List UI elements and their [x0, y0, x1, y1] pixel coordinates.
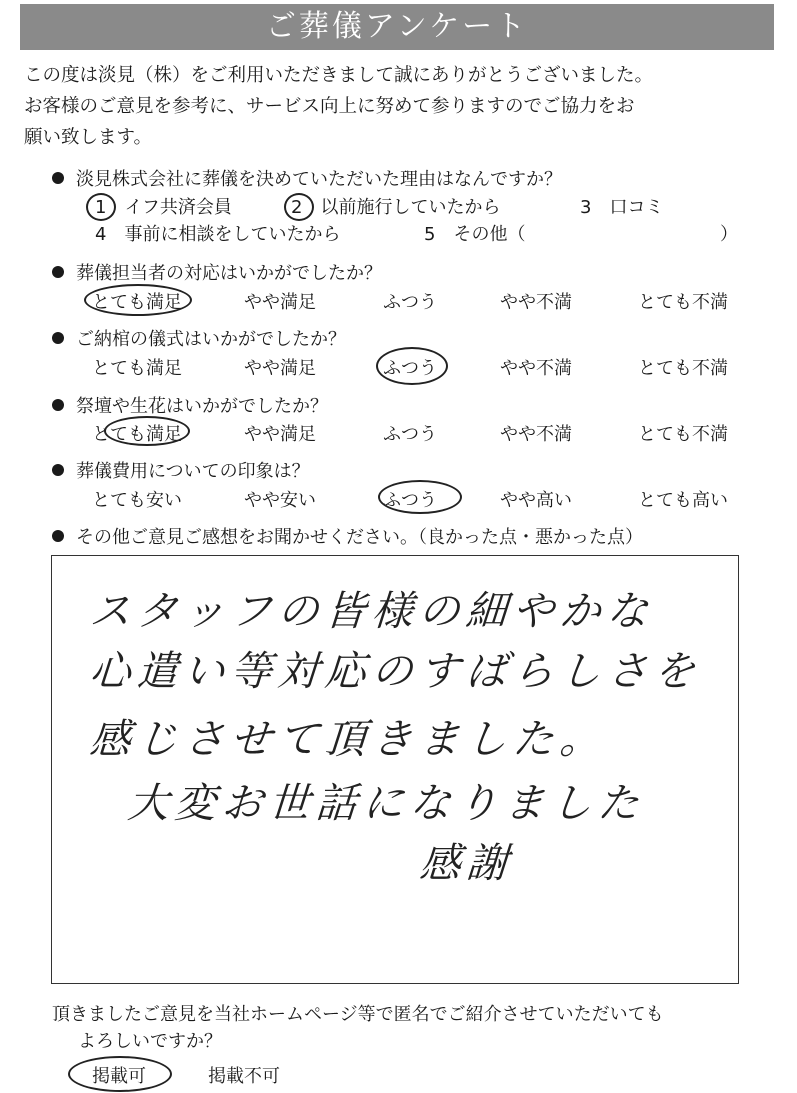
question-text: ご納棺の儀式はいかがでしたか？ [76, 329, 346, 350]
handwritten-line: 心遣い等対応のすばらしさを [88, 647, 703, 695]
question-cost [52, 457, 310, 483]
question-reason [52, 165, 562, 191]
question-text: 祭壇や生花はいかがでしたか？ [76, 396, 328, 417]
question-text: その他ご意見ご感想をお聞かせください。（良かった点・悪かった点） [76, 527, 643, 548]
question-comments [52, 523, 643, 549]
question-text: 頂きましたご意見を当社ホームページ等で匿名でご紹介させていただいても [52, 1004, 664, 1025]
handwritten-line: 大変お世話になりました [126, 779, 647, 827]
option-very-expensive[interactable]: とても高い [638, 490, 728, 511]
option-dissatisfied[interactable]: やや不満 [500, 358, 572, 379]
intro-text [24, 60, 774, 153]
option-other-close: ） [720, 224, 738, 245]
option-very-cheap[interactable]: とても安い [92, 490, 182, 511]
option-cheap[interactable]: やや安い [244, 490, 316, 511]
question-encoffining [52, 325, 346, 351]
selection-circle [68, 1056, 172, 1092]
option-satisfied[interactable]: やや満足 [244, 424, 316, 445]
handwritten-line: スタッフの皆様の細やかな [88, 587, 656, 635]
intro-line: お客様のご意見を参考に、サービス向上に努めて参りますのでご協力をお [24, 96, 635, 117]
handwritten-line: 感じさせて頂きました。 [88, 715, 609, 763]
option-very-dissatisfied[interactable]: とても不満 [638, 424, 728, 445]
selection-circle [84, 284, 192, 316]
option-neutral[interactable]: ふつう [383, 490, 437, 511]
option-very-dissatisfied[interactable]: とても不満 [638, 358, 728, 379]
question-text: 葬儀担当者の対応はいかがでしたか？ [76, 263, 382, 284]
option-ifu-member[interactable]: 1 イフ共済会員 [95, 197, 232, 218]
option-word-of-mouth[interactable]: 3 口コミ [580, 197, 664, 218]
question-publish-line2: よろしいですか？ [78, 1031, 222, 1052]
selection-circle [284, 193, 314, 221]
option-previous-service[interactable]: 2 以前施行していたから [291, 197, 501, 218]
option-publish-no[interactable]: 掲載不可 [208, 1066, 280, 1087]
bullet-icon [52, 530, 64, 542]
option-satisfied[interactable]: やや満足 [244, 292, 316, 313]
option-dissatisfied[interactable]: やや不満 [500, 424, 572, 445]
option-very-satisfied[interactable]: とても満足 [92, 424, 182, 445]
intro-line: 願い致します。 [24, 127, 153, 148]
selection-circle [86, 193, 116, 221]
handwritten-signoff: 感謝 [418, 839, 516, 887]
bullet-icon [52, 464, 64, 476]
option-dissatisfied[interactable]: やや不満 [500, 292, 572, 313]
option-prior-consult[interactable]: 4 事前に相談をしていたから [95, 224, 341, 245]
option-very-dissatisfied[interactable]: とても不満 [638, 292, 728, 313]
question-text: 葬儀費用についての印象は？ [76, 461, 310, 482]
question-text: 淡見株式会社に葬儀を決めていただいた理由はなんですか？ [76, 169, 562, 190]
question-altar [52, 392, 328, 418]
bullet-icon [52, 266, 64, 278]
option-satisfied[interactable]: やや満足 [244, 358, 316, 379]
question-publish [52, 1000, 664, 1026]
option-expensive[interactable]: やや高い [500, 490, 572, 511]
option-neutral[interactable]: ふつう [383, 424, 437, 445]
option-publish-ok[interactable]: 掲載可 [92, 1066, 146, 1087]
question-staff [52, 259, 382, 285]
option-other[interactable]: 5 その他（ [424, 224, 526, 245]
selection-circle [378, 480, 462, 514]
option-very-satisfied[interactable]: とても満足 [92, 292, 182, 313]
option-very-satisfied[interactable]: とても満足 [92, 358, 182, 379]
bullet-icon [52, 399, 64, 411]
selection-circle [376, 347, 448, 385]
bullet-icon [52, 332, 64, 344]
survey-title: ご葬儀アンケート [20, 4, 774, 50]
bullet-icon [52, 172, 64, 184]
intro-line: この度は淡見（株）をご利用いただきまして誠にありがとうございました。 [24, 65, 654, 86]
option-neutral[interactable]: ふつう [383, 358, 437, 379]
option-neutral[interactable]: ふつう [383, 292, 437, 313]
selection-circle [104, 416, 190, 446]
